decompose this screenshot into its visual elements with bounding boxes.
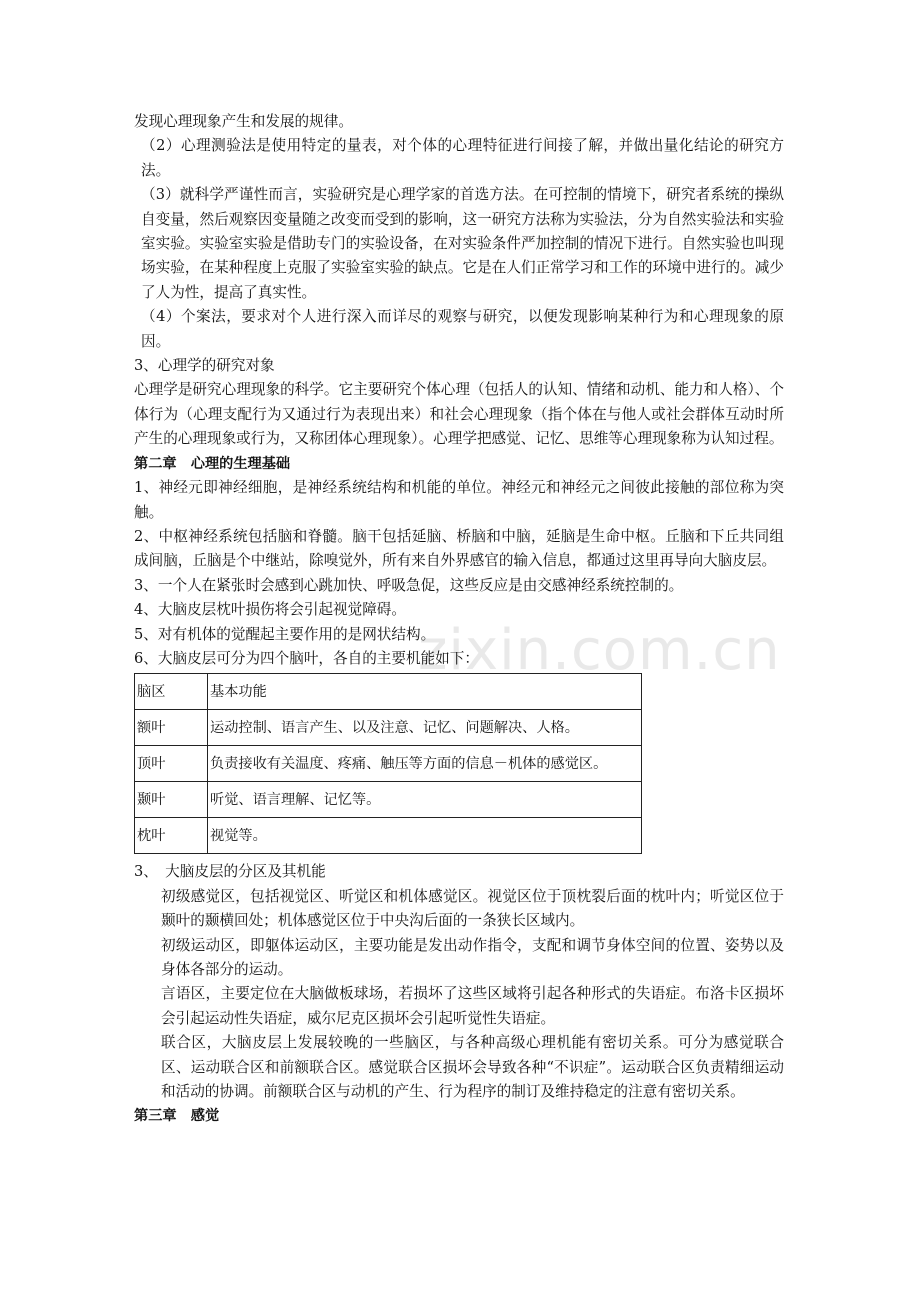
paragraph: 初级运动区，即躯体运动区，主要功能是发出动作指令，支配和调节身体空间的位置、姿势以及身体各部分的运动。 [161, 936, 784, 978]
table-header-row [135, 674, 642, 710]
paragraph: 4、大脑皮层枕叶损伤将会引起视觉障碍。 [134, 601, 406, 619]
paragraph: 3、心理学的研究对象 [134, 357, 275, 375]
paragraph: 2、中枢神经系统包括脑和脊髓。脑干包括延脑、桥脑和中脑，延脑是生命中枢。丘脑和下丘共同组成间脑，丘脑是个中继站，除嗅觉外，所有来自外界感官的输入信息，都通过这里再导向大脑皮层。 [134, 527, 784, 570]
lobe-name-cell: 额叶 [135, 710, 208, 746]
paragraph: 联合区，大脑皮层上发展较晚的一些脑区，与各种高级心理机能有密切关系。可分为感觉联合区、运动联合区和前额联合区。感觉联合区损坏会导致各种“不识症”。运动联合区负责精细运动和活动的协调。前额联合区与动机的产生、行为程序的制订及维持稳定的注意有密切关系。 [161, 1034, 784, 1100]
paragraph: 3、 大脑皮层的分区及其机能 [134, 863, 326, 881]
lobe-function-cell: 听觉、语言理解、记忆等。 [208, 782, 642, 818]
body-top [134, 110, 784, 671]
chapter-heading: 第二章 心理的生理基础 [134, 455, 291, 472]
lobe-name-cell: 颞叶 [135, 782, 208, 818]
paragraph: 初级感觉区，包括视觉区、听觉区和机体感觉区。视觉区位于顶枕裂后面的枕叶内；听觉区位于颞叶的颞横回处；机体感觉区位于中央沟后面的一条狭长区域内。 [161, 887, 784, 930]
paragraph: （2）心理测验法是使用特定的量表，对个体的心理特征进行间接了解，并做出量化结论的研究方法。 [141, 137, 784, 179]
table-row [135, 746, 642, 782]
paragraph: （3）就科学严谨性而言，实验研究是心理学家的首选方法。在可控制的情境下，研究者系统的操纵自变量，然后观察因变量随之改变而受到的影响，这一研究方法称为实验法，分为自然实验法和实验室实验。实验室实验是借助专门的实验设备，在对实验条件严加控制的情况下进行。自然实验也叫现场实验，在某种程度上克服了实验室实验的缺点。它是在人们正常学习和工作的环境中进行的。减少了人为性，提高了真实性。 [141, 186, 784, 301]
document-page [134, 110, 784, 1129]
chapter-heading: 第三章 感觉 [134, 1108, 220, 1125]
lobe-function-cell: 运动控制、语言产生、以及注意、记忆、问题解决、人格。 [208, 710, 642, 746]
paragraph: 5、对有机体的觉醒起主要作用的是网状结构。 [134, 625, 436, 643]
watermark: zixin.com.cn [418, 618, 781, 683]
lobe-name-cell: 脑区 [135, 674, 208, 710]
lobe-function-cell: 视觉等。 [208, 818, 642, 854]
table-row [135, 710, 642, 746]
lobe-name-cell: 顶叶 [135, 746, 208, 782]
paragraph: 发现心理现象产生和发展的规律。 [134, 113, 353, 130]
body-bottom [134, 860, 784, 1128]
paragraph: （4）个案法，要求对个人进行深入而详尽的观察与研究，以便发现影响某种行为和心理现象的原因。 [141, 308, 784, 350]
lobe-function-cell: 负责接收有关温度、疼痛、触压等方面的信息－机体的感觉区。 [208, 746, 642, 782]
paragraph: 1、神经元即神经细胞，是神经系统结构和机能的单位。神经元和神经元之间彼此接触的部位称为突触。 [134, 479, 784, 521]
brain-lobe-table [134, 673, 642, 854]
paragraph: 6、大脑皮层可分为四个脑叶，各自的主要机能如下： [134, 649, 479, 667]
paragraph: 心理学是研究心理现象的科学。它主要研究个体心理（包括人的认知、情绪和动机、能力和人格）、个体行为（心理支配行为又通过行为表现出来）和社会心理现象（指个体在与他人或社会群体互动时所产生的心理现象或行为，又称团体心理现象）。心理学把感觉、记忆、思维等心理现象称为认知过程。 [134, 381, 784, 448]
table-row [135, 782, 642, 818]
paragraph: 3、一个人在紧张时会感到心跳加快、呼吸急促，这些反应是由交感神经系统控制的。 [134, 576, 684, 594]
paragraph: 言语区，主要定位在大脑做板球场，若损坏了这些区域将引起各种形式的失语症。布洛卡区损坏会引起运动性失语症，威尔尼克区损坏会引起听觉性失语症。 [161, 985, 784, 1027]
lobe-name-cell: 枕叶 [135, 818, 208, 854]
table-row [135, 818, 642, 854]
lobe-function-cell: 基本功能 [208, 674, 642, 710]
